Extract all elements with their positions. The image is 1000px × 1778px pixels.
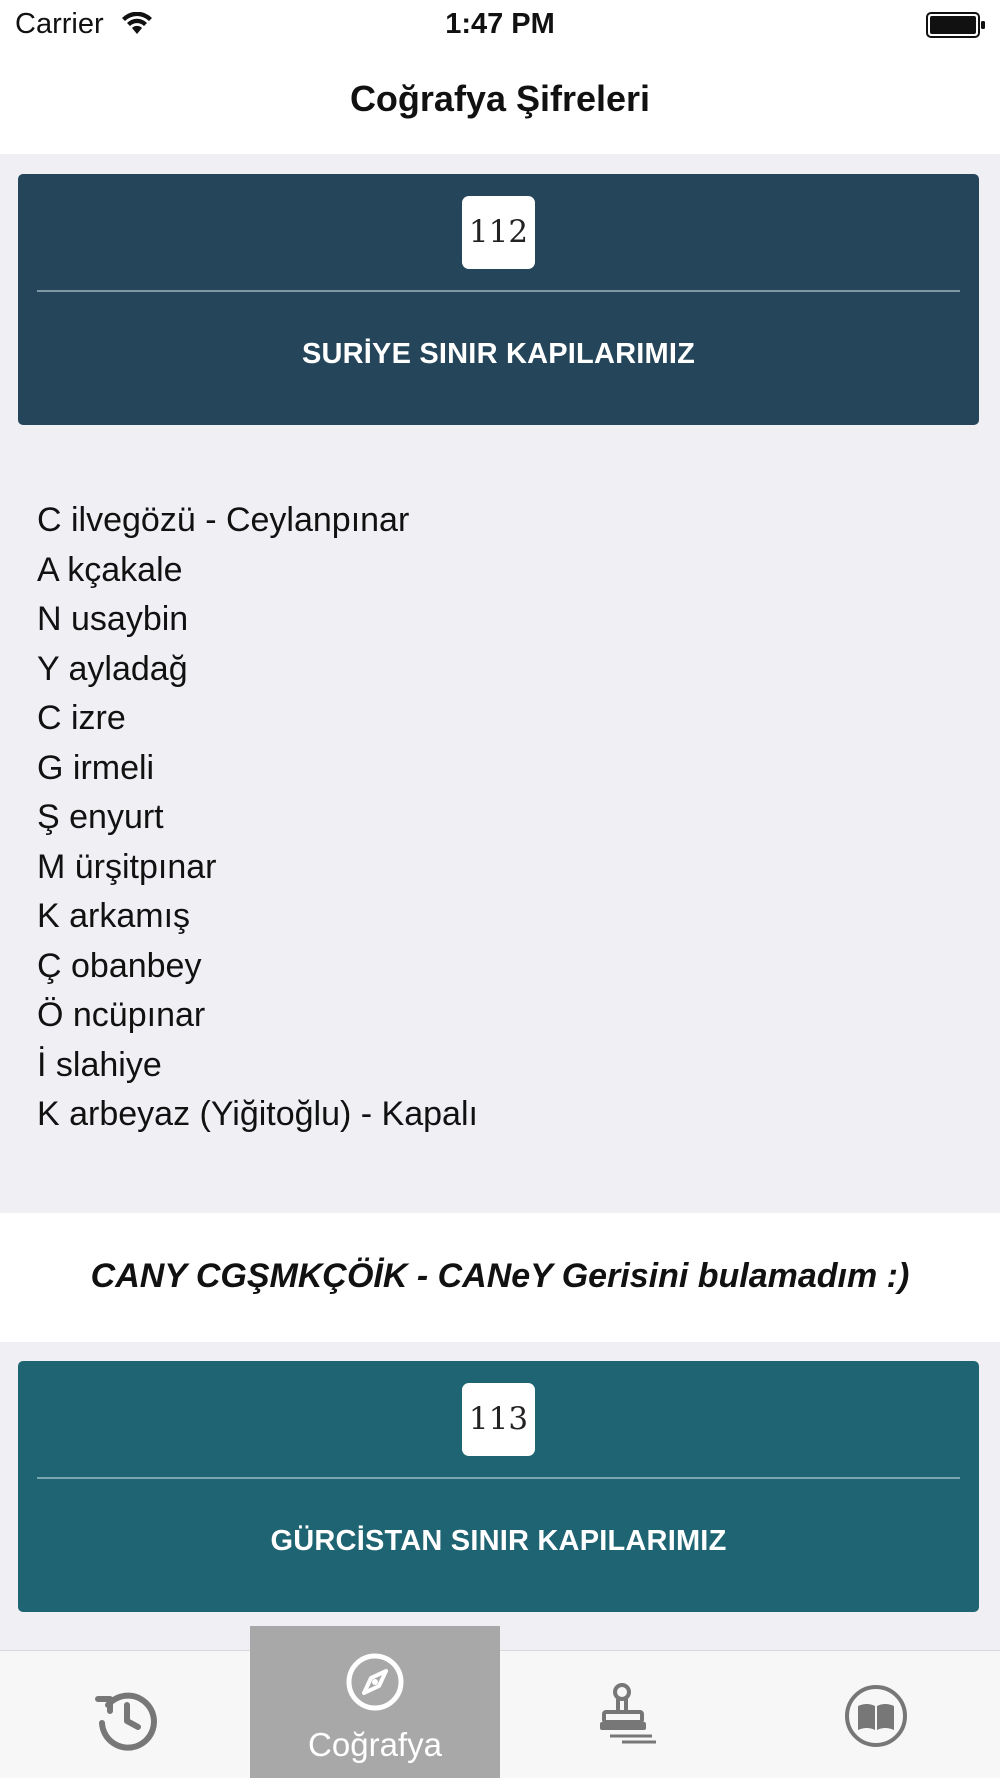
summary-band (0, 1213, 1000, 1342)
tab-label: Coğrafya (308, 1726, 442, 1763)
list-item: Ö ncüpınar (37, 996, 206, 1034)
status-bar (0, 0, 1000, 50)
card-title: GÜRCİSTAN SINIR KAPILARIMIZ (270, 1525, 727, 1557)
list-item: K arbeyaz (Yiğitoğlu) - Kapalı (37, 1095, 478, 1133)
tab-history[interactable] (0, 1651, 250, 1778)
list-item: İ slahiye (37, 1045, 162, 1084)
list-item: Ş enyurt (37, 798, 164, 836)
card-title: SURİYE SINIR KAPILARIMIZ (301, 338, 696, 370)
card-number-badge: 113 (462, 1383, 535, 1456)
compass-icon (345, 1652, 405, 1712)
card-divider (37, 1477, 960, 1479)
mnemonic-list (37, 496, 937, 1140)
list-item: Ç obanbey (37, 946, 202, 985)
list-item: Y ayladağ (37, 649, 188, 688)
list-item: C izre (37, 699, 126, 737)
summary-text: CANY CGŞMKÇÖİK - CANeY Gerisini bulamadım :) (90, 1257, 910, 1295)
battery-icon (926, 11, 986, 39)
card-number-badge: 112 (462, 196, 535, 269)
tab-stamp[interactable] (500, 1650, 750, 1778)
list-item: A kçakale (37, 550, 183, 589)
card-divider (37, 290, 960, 292)
page-title: Coğrafya Şifreleri (349, 78, 651, 119)
navigation-bar (0, 50, 1000, 154)
stamp-icon (592, 1682, 660, 1750)
tab-cografya[interactable] (250, 1626, 500, 1778)
section-card-112 (18, 174, 979, 425)
status-time: 1:47 PM (445, 8, 555, 40)
book-icon (844, 1684, 908, 1748)
list-item: M ürşitpınar (37, 847, 217, 886)
list-item: C ilvegözü - Ceylanpınar (37, 501, 410, 539)
list-item: G irmeli (37, 748, 155, 787)
tab-book[interactable] (750, 1650, 1000, 1778)
list-item: N usaybin (37, 600, 189, 638)
section-card-113 (18, 1361, 979, 1612)
carrier-label: Carrier (15, 8, 104, 40)
list-item: K arkamış (37, 897, 191, 935)
history-icon (94, 1687, 158, 1751)
